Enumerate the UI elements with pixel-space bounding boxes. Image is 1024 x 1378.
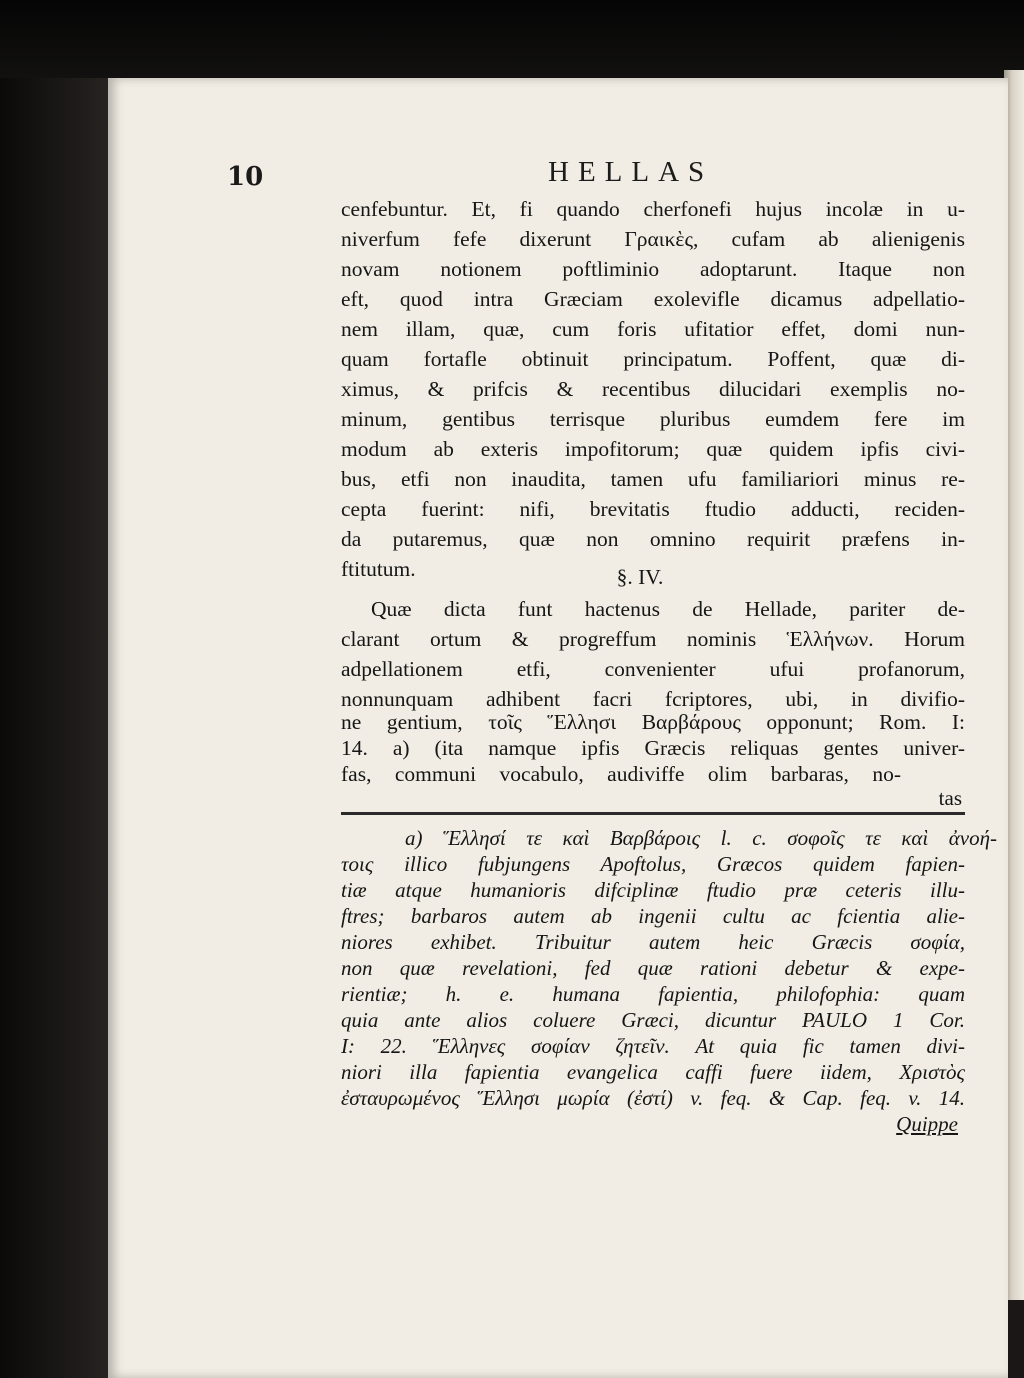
text-line: ximus, & prifcis & recentibus dilucidari exemplis no- bbox=[341, 377, 965, 401]
scan-top-margin bbox=[0, 0, 1024, 78]
text-line: 14. a) (ita namque ipfis Græcis reliquas gentes univer- bbox=[341, 736, 965, 760]
text-line: nem illam, quæ, cum foris ufitatior effet, domi nun- bbox=[341, 317, 965, 341]
footnote-line: non quæ revelationi, fed quæ rationi debetur & expe- bbox=[341, 956, 965, 980]
page-number: 10 bbox=[227, 162, 264, 192]
text-line: bus, etfi non inaudita, tamen ufu familiariori minus re- bbox=[341, 467, 965, 491]
scan-left-margin bbox=[0, 0, 108, 1378]
text-line: cepta fuerint: nifi, brevitatis ftudio adducti, reciden- bbox=[341, 497, 965, 521]
text-line: da putaremus, quæ non omnino requirit præfens in- bbox=[341, 527, 965, 551]
text-line: minum, gentibus terrisque pluribus eumdem fere im bbox=[341, 407, 965, 431]
footnote-line: ftres; barbaros autem ab ingenii cultu ac fcientia alie- bbox=[341, 904, 965, 928]
footnote-line: rientiæ; h. e. humana fapientia, philofophia: quam bbox=[341, 982, 965, 1006]
footnote-catchword: Quippe bbox=[896, 1112, 958, 1136]
text-line: ne gentium, τοῖς Ἕλλησι Βαρβάρους opponunt; Rom. I: bbox=[341, 710, 965, 734]
footnote-line: a) Ἕλλησί τε καὶ Βαρβάροις l. c. σοφοῖς τε καὶ ἀνοή- bbox=[405, 826, 997, 850]
text-line: adpellationem etfi, convenienter ufui profanorum, bbox=[341, 657, 965, 681]
footnote-line: tiæ atque humanioris difciplinæ ftudio præ ceteris illu- bbox=[341, 878, 965, 902]
running-head: HELLAS bbox=[548, 156, 714, 188]
footnote-line: quia ante alios coluere Græci, dicuntur PAULO 1 Cor. bbox=[341, 1008, 965, 1032]
footnote-rule bbox=[341, 812, 965, 815]
text-line: cenfebuntur. Et, fi quando cherfonefi hujus incolæ in u- bbox=[341, 197, 965, 221]
text-line: ftitutum. bbox=[341, 557, 416, 581]
text-line: Quæ dicta funt hactenus de Hellade, pariter de- bbox=[371, 597, 965, 621]
text-line: niverfum fefe dixerunt Γραικὲς, cufam ab alienigenis bbox=[341, 227, 965, 251]
text-line: eft, quod intra Græciam exolevifle dicamus adpellatio- bbox=[341, 287, 965, 311]
footnote-line: niori illa fapientia evangelica caffi fuere iidem, Χριστὸς bbox=[341, 1060, 965, 1084]
text-line: fas, communi vocabulo, audiviffe olim barbaras, no- bbox=[341, 762, 901, 786]
footnote-line: I: 22. Ἕλληνες σοφίαν ζητεῖν. At quia fic tamen divi- bbox=[341, 1034, 965, 1058]
footnote-line: niores exhibet. Tribuitur autem heic Græcis σοφία, bbox=[341, 930, 965, 954]
text-line: quam fortafle obtinuit principatum. Poffent, quæ di- bbox=[341, 347, 965, 371]
footnote-line: τοις illico fubjungens Apoftolus, Græcos quidem fapien- bbox=[341, 852, 965, 876]
text-line: modum ab exteris impofitorum; quæ quidem ipfis civi- bbox=[341, 437, 965, 461]
section-heading-text: §. IV. bbox=[616, 565, 664, 589]
section-heading bbox=[0, 565, 1024, 590]
text-line: clarant ortum & progreffum nominis Ἑλλήνων. Horum bbox=[341, 627, 965, 651]
footnote-line: ἐσταυρωμένος Ἕλλησι μωρία (ἐστί) v. feq. & Cap. feq. v. 14. bbox=[341, 1086, 965, 1110]
text-line: novam notionem poftliminio adoptarunt. Itaque non bbox=[341, 257, 965, 281]
catchword: tas bbox=[938, 786, 962, 810]
text-line: nonnunquam adhibent facri fcriptores, ubi, in divifio- bbox=[341, 687, 965, 711]
